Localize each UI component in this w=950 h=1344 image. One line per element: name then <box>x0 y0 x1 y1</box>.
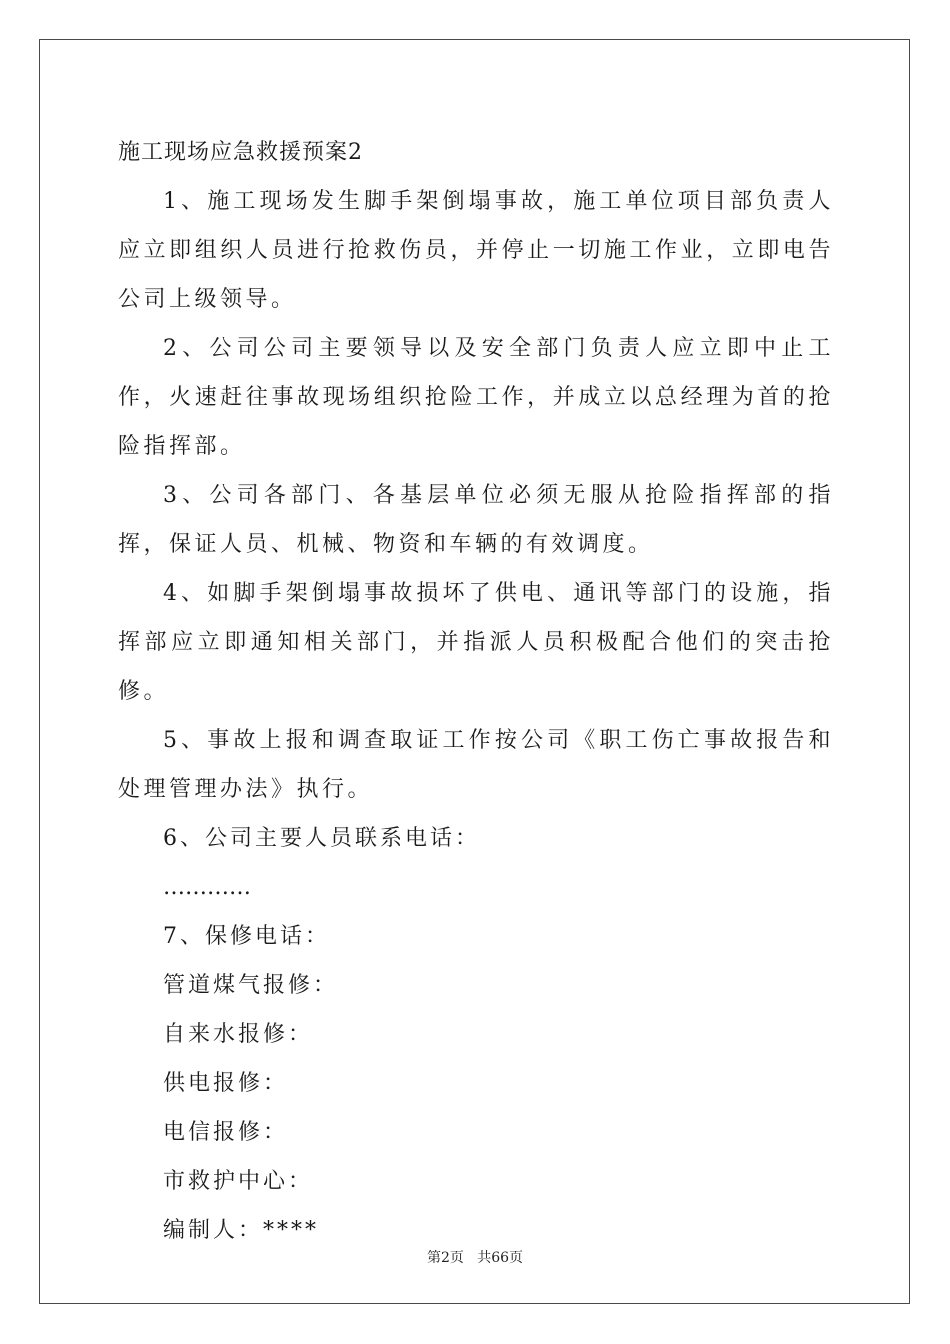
contacts-heading: 6、公司主要人员联系电话： <box>163 826 480 851</box>
repair-heading: 7、保修电话： <box>163 924 330 949</box>
paragraph-5: 5、事故上报和调查取证工作按公司《职工伤亡事故报告和处理管理办法》执行。 <box>118 728 834 802</box>
paragraph-3: 3、公司各部门、各基层单位必须无服从抢险指挥部的指挥，保证人员、机械、物资和车辆的有效调度。 <box>118 483 834 557</box>
document-body <box>118 128 834 1255</box>
paragraph-1: 1、施工现场发生脚手架倒塌事故，施工单位项目部负责人应立即组织人员进行抢救伤员，并停止一切施工作业，立即电告公司上级领导。 <box>118 189 834 312</box>
repair-item-ambulance: 市救护中心： <box>163 1169 314 1194</box>
repair-item-gas: 管道煤气报修： <box>163 973 339 998</box>
author-line: 编制人：**** <box>163 1218 320 1243</box>
paragraph-2: 2、公司公司主要领导以及安全部门负责人应立即中止工作，火速赶往事故现场组织抢险工作，并成立以总经理为首的抢险指挥部。 <box>118 336 834 459</box>
page-number-footer: 第2页 共66页 <box>426 1250 524 1266</box>
repair-item-telecom: 电信报修： <box>163 1120 289 1145</box>
contacts-placeholder: ………… <box>163 875 251 900</box>
document-title: 施工现场应急救援预案2 <box>118 140 363 165</box>
paragraph-4: 4、如脚手架倒塌事故损坏了供电、通讯等部门的设施，指挥部应立即通知相关部门，并指派人员积极配合他们的突击抢修。 <box>118 581 834 704</box>
repair-item-water: 自来水报修： <box>163 1022 314 1047</box>
repair-item-power: 供电报修： <box>163 1071 289 1096</box>
